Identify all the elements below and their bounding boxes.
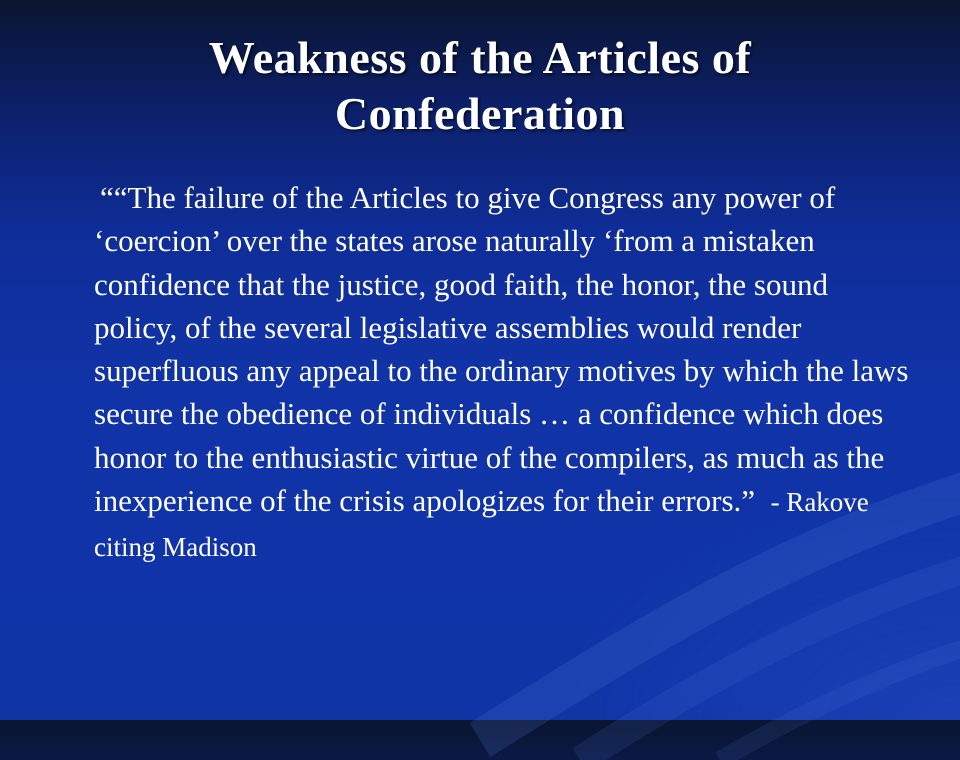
quote-text: ““The failure of the Articles to give Congress any power of ‘coercion’ over the states arose naturally ‘from a mistaken confidence that the justice, good faith, the honor, the sound policy, of the several legislative assemblies would render superfluous any appeal to the ordinary motives by which the laws secure the obedience of individuals … a confidence which does honor to the enthusiastic virtue of the compilers, as much as the inexperience of the crisis apologizes for their errors.” (94, 180, 909, 519)
quote-attribution: - Rakove citing Madison (94, 487, 869, 563)
slide-title-line-2: Confederation (334, 88, 626, 139)
slide-title-line-1: Weakness of the Articles of (208, 32, 752, 83)
quote-paragraph (94, 176, 914, 570)
slide-title (100, 30, 860, 142)
